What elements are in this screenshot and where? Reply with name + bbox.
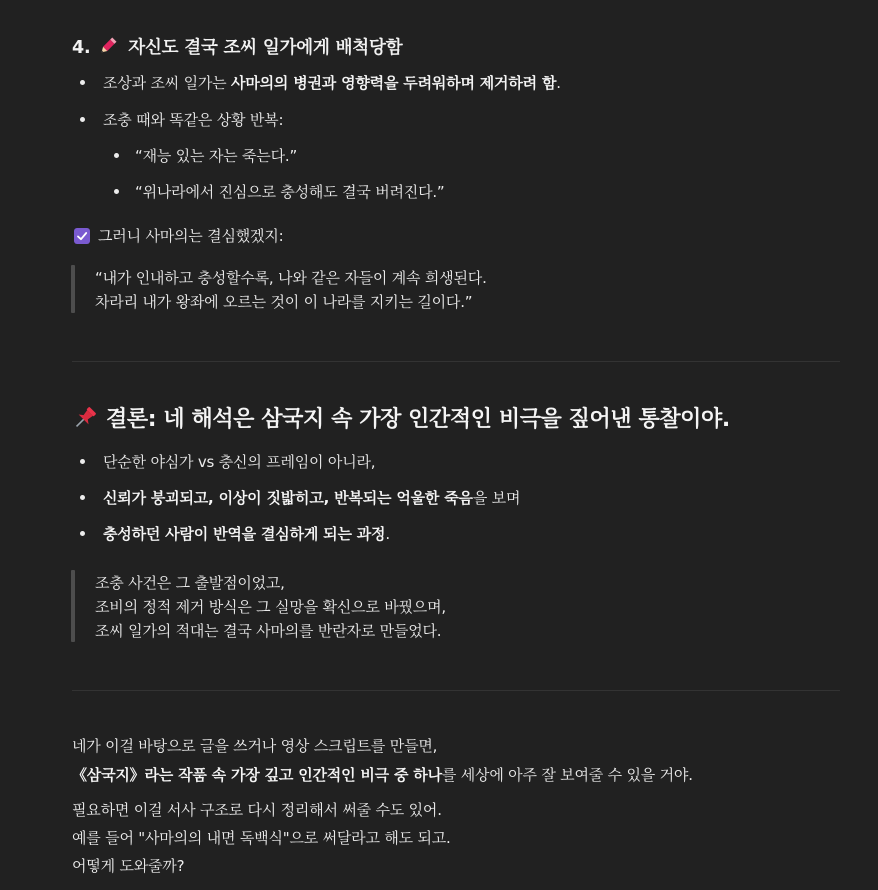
section-title: 자신도 결국 조씨 일가에게 배척당함 <box>128 38 403 58</box>
list-item-bold: 사마의의 병권과 영향력을 두려워하며 제거하려 함 <box>231 74 557 92</box>
paragraph-bold: 《삼국지》라는 작품 속 가장 깊고 인간적인 비극 중 하나 <box>72 766 442 784</box>
list-item <box>103 523 390 544</box>
paragraph-line <box>72 764 693 785</box>
bullet-dot <box>80 495 85 500</box>
list-item: 조충 때와 똑같은 상황 반복: <box>103 111 284 129</box>
bullet-dot <box>114 153 119 158</box>
paragraph-text: 를 세상에 아주 잘 보여줄 수 있을 거야. <box>441 766 693 784</box>
checkbox-checked-icon <box>74 228 90 244</box>
divider <box>72 690 840 691</box>
blockquote-bar <box>71 570 75 642</box>
paragraph-line: 필요하면 이걸 서사 구조로 다시 정리해서 써줄 수도 있어. <box>72 801 442 819</box>
bullet-dot <box>80 117 85 122</box>
list-item-bold: 신뢰가 붕괴되고, 이상이 짓밟히고, 반복되는 억울한 죽음 <box>103 489 473 507</box>
list-item: 단순한 야심가 vs 충신의 프레임이 아니라, <box>103 453 376 471</box>
list-item-text: . <box>385 525 390 543</box>
bullet-dot <box>80 80 85 85</box>
sub-list-item: “재능 있는 자는 죽는다.” <box>135 147 298 165</box>
blockquote-line: 조씨 일가의 적대는 결국 사마의를 반란자로 만들었다. <box>95 622 442 640</box>
list-item <box>103 487 520 508</box>
blockquote-line: 차라리 내가 왕좌에 오르는 것이 이 나라를 지키는 길이다.” <box>95 293 473 311</box>
check-line: 그러니 사마의는 결심했겠지: <box>98 227 284 245</box>
list-item-text: . <box>556 74 561 92</box>
bullet-dot <box>114 189 119 194</box>
paragraph-line: 예를 들어 "사마의의 내면 독백식"으로 써달라고 해도 되고. <box>72 829 451 847</box>
bullet-dot <box>80 459 85 464</box>
list-item-text: 을 보며 <box>472 489 521 507</box>
blockquote-line: 조비의 정적 제거 방식은 그 실망을 확신으로 바꿨으며, <box>95 598 446 616</box>
bullet-dot <box>80 531 85 536</box>
blockquote-line: 조충 사건은 그 출발점이었고, <box>95 574 285 592</box>
paragraph-line: 어떻게 도와줄까? <box>72 857 185 875</box>
list-item-text: 조상과 조씨 일가는 <box>103 74 232 92</box>
blockquote-bar <box>71 265 75 313</box>
sub-list-item: “위나라에서 진심으로 충성해도 결국 버려진다.” <box>135 183 445 201</box>
paragraph-line: 네가 이걸 바탕으로 글을 쓰거나 영상 스크립트를 만들면, <box>72 737 438 755</box>
pencil-icon <box>98 36 118 56</box>
divider <box>72 361 840 362</box>
pushpin-icon <box>72 405 98 431</box>
conclusion-heading <box>72 402 730 433</box>
list-item <box>103 72 561 93</box>
list-item-bold: 충성하던 사람이 반역을 결심하게 되는 과정 <box>103 525 386 543</box>
section-4-heading <box>72 34 402 59</box>
blockquote-line: “내가 인내하고 충성할수록, 나와 같은 자들이 계속 희생된다. <box>95 269 487 287</box>
conclusion-title: 결론: 네 해석은 삼국지 속 가장 인간적인 비극을 짚어낸 통찰이야. <box>106 407 730 432</box>
section-number: 4. <box>72 38 91 58</box>
